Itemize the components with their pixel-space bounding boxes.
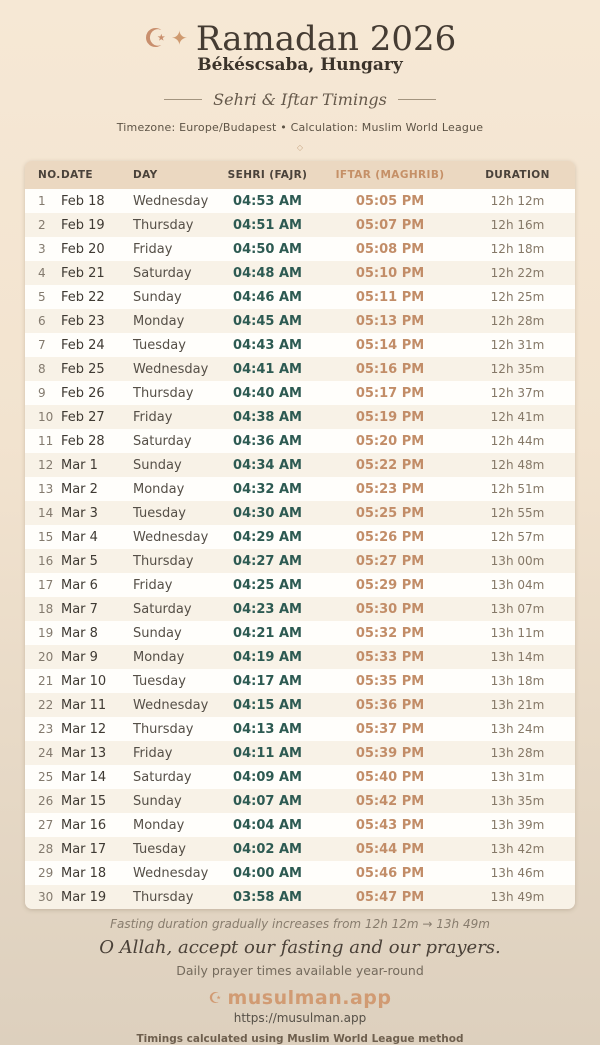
cell-sehri-time: 04:34 AM — [233, 457, 302, 473]
timings-card — [25, 161, 575, 909]
cell-row-number: 19 — [38, 626, 54, 641]
cell-duration: 13h 35m — [490, 794, 545, 809]
table-row — [25, 381, 575, 405]
cell-day: Monday — [133, 313, 185, 329]
col-header-date: DATE — [61, 161, 133, 189]
cell-date: Feb 20 — [61, 241, 105, 257]
cell-iftar-time: 05:33 PM — [355, 649, 425, 665]
table-row — [25, 573, 575, 597]
cell-date: Mar 19 — [61, 889, 107, 905]
cell-row-number: 9 — [38, 386, 46, 401]
subtitle: Sehri & Iftar Timings — [213, 90, 387, 110]
cell-date: Mar 17 — [61, 841, 107, 857]
cell-sehri-time: 04:11 AM — [233, 745, 302, 761]
cell-date: Mar 4 — [61, 529, 98, 545]
cell-day: Monday — [133, 481, 185, 497]
cell-duration: 12h 48m — [490, 458, 545, 473]
cell-sehri-time: 04:41 AM — [233, 361, 302, 377]
cell-iftar-time: 05:22 PM — [355, 457, 425, 473]
cell-day: Tuesday — [133, 673, 186, 689]
diamond-ornament-icon: ◇ — [296, 143, 304, 153]
cell-date: Mar 3 — [61, 505, 98, 521]
cell-row-number: 1 — [38, 194, 46, 209]
cell-day: Thursday — [133, 385, 194, 401]
table-row — [25, 453, 575, 477]
cell-date: Mar 16 — [61, 817, 107, 833]
brand-name: musulman.app — [227, 987, 392, 1010]
cell-sehri-time: 04:09 AM — [233, 769, 302, 785]
cell-duration: 13h 18m — [490, 674, 545, 689]
cell-duration: 12h 44m — [490, 434, 545, 449]
availability-note: Daily prayer times available year-round — [176, 963, 424, 979]
cell-date: Mar 18 — [61, 865, 107, 881]
table-row — [25, 549, 575, 573]
table-header — [25, 161, 575, 189]
cell-date: Mar 2 — [61, 481, 98, 497]
cell-iftar-time: 05:43 PM — [355, 817, 425, 833]
table-row — [25, 261, 575, 285]
cell-row-number: 16 — [38, 554, 54, 569]
cell-iftar-time: 05:11 PM — [355, 289, 425, 305]
cell-sehri-time: 04:38 AM — [233, 409, 302, 425]
cell-date: Mar 5 — [61, 553, 98, 569]
table-row — [25, 645, 575, 669]
cell-row-number: 15 — [38, 530, 54, 545]
col-header-iftar: IFTAR (MAGHRIB) — [320, 161, 460, 189]
brand-crescent-icon: ☪ — [208, 989, 223, 1008]
cell-date: Feb 21 — [61, 265, 105, 281]
table-row — [25, 189, 575, 213]
table-row — [25, 501, 575, 525]
cell-date: Mar 13 — [61, 745, 107, 761]
cell-row-number: 26 — [38, 794, 54, 809]
cell-iftar-time: 05:07 PM — [355, 217, 425, 233]
table-row — [25, 309, 575, 333]
cell-sehri-time: 04:48 AM — [233, 265, 302, 281]
table-row — [25, 837, 575, 861]
col-header-sehri: SEHRI (FAJR) — [215, 161, 320, 189]
cell-duration: 13h 00m — [490, 554, 545, 569]
cell-day: Monday — [133, 817, 185, 833]
cell-iftar-time: 05:05 PM — [355, 193, 425, 209]
cell-row-number: 7 — [38, 338, 46, 353]
cell-iftar-time: 05:23 PM — [355, 481, 425, 497]
cell-duration: 13h 21m — [490, 698, 545, 713]
cell-date: Feb 26 — [61, 385, 105, 401]
cell-row-number: 3 — [38, 242, 46, 257]
cell-sehri-time: 04:46 AM — [233, 289, 302, 305]
cell-iftar-time: 05:27 PM — [355, 553, 425, 569]
cell-row-number: 20 — [38, 650, 54, 665]
cell-duration: 12h 57m — [490, 530, 545, 545]
cell-sehri-time: 04:02 AM — [233, 841, 302, 857]
table-row — [25, 813, 575, 837]
table-row — [25, 429, 575, 453]
cell-day: Sunday — [133, 793, 182, 809]
table-body — [25, 189, 575, 909]
fasting-duration-note: Fasting duration gradually increases from 12h 12m → 13h 49m — [110, 917, 490, 932]
table-row — [25, 669, 575, 693]
page-title-row — [0, 21, 600, 58]
cell-sehri-time: 04:21 AM — [233, 625, 302, 641]
cell-duration: 13h 42m — [490, 842, 545, 857]
cell-row-number: 28 — [38, 842, 54, 857]
table-row — [25, 765, 575, 789]
table-row — [25, 405, 575, 429]
cell-duration: 13h 39m — [490, 818, 545, 833]
cell-sehri-time: 04:19 AM — [233, 649, 302, 665]
table-row — [25, 213, 575, 237]
cell-date: Mar 10 — [61, 673, 107, 689]
cell-iftar-time: 05:35 PM — [355, 673, 425, 689]
brand-row — [0, 987, 600, 1009]
cell-duration: 13h 24m — [490, 722, 545, 737]
cell-row-number: 21 — [38, 674, 54, 689]
table-row — [25, 357, 575, 381]
cell-iftar-time: 05:19 PM — [355, 409, 425, 425]
cell-date: Feb 23 — [61, 313, 105, 329]
cell-sehri-time: 04:15 AM — [233, 697, 302, 713]
cell-date: Feb 19 — [61, 217, 105, 233]
cell-row-number: 2 — [38, 218, 46, 233]
page-footer — [0, 917, 600, 1045]
cell-date: Mar 11 — [61, 697, 107, 713]
table-row — [25, 333, 575, 357]
cell-duration: 12h 12m — [490, 194, 545, 209]
cell-iftar-time: 05:47 PM — [355, 889, 425, 905]
cell-day: Thursday — [133, 889, 194, 905]
cell-row-number: 17 — [38, 578, 54, 593]
cell-duration: 12h 41m — [490, 410, 545, 425]
cell-date: Mar 9 — [61, 649, 98, 665]
cell-iftar-time: 05:13 PM — [355, 313, 425, 329]
cell-day: Saturday — [133, 433, 192, 449]
cell-date: Feb 28 — [61, 433, 105, 449]
cell-duration: 12h 28m — [490, 314, 545, 329]
cell-day: Monday — [133, 649, 185, 665]
cell-iftar-time: 05:36 PM — [355, 697, 425, 713]
cell-day: Thursday — [133, 721, 194, 737]
cell-sehri-time: 03:58 AM — [233, 889, 302, 905]
cell-duration: 13h 04m — [490, 578, 545, 593]
timezone-calculation-meta: Timezone: Europe/Budapest • Calculation: Muslim World League — [116, 121, 484, 135]
cell-day: Wednesday — [133, 529, 209, 545]
cell-duration: 13h 11m — [490, 626, 545, 641]
cell-sehri-time: 04:27 AM — [233, 553, 302, 569]
cell-sehri-time: 04:23 AM — [233, 601, 302, 617]
calculation-method-note: Timings calculated using Muslim World League method — [136, 1033, 464, 1045]
cell-sehri-time: 04:00 AM — [233, 865, 302, 881]
cell-sehri-time: 04:43 AM — [233, 337, 302, 353]
cell-day: Saturday — [133, 265, 192, 281]
cell-duration: 13h 46m — [490, 866, 545, 881]
dua-quote: O Allah, accept our fasting and our prayers. — [99, 937, 501, 959]
cell-row-number: 10 — [38, 410, 54, 425]
cell-day: Friday — [133, 577, 173, 593]
cell-date: Mar 6 — [61, 577, 98, 593]
table-row — [25, 789, 575, 813]
cell-day: Saturday — [133, 601, 192, 617]
cell-row-number: 30 — [38, 890, 54, 905]
cell-day: Wednesday — [133, 865, 209, 881]
col-header-duration: DURATION — [460, 161, 575, 189]
cell-iftar-time: 05:37 PM — [355, 721, 425, 737]
cell-duration: 12h 37m — [490, 386, 545, 401]
cell-duration: 12h 35m — [490, 362, 545, 377]
cell-row-number: 22 — [38, 698, 54, 713]
table-row — [25, 597, 575, 621]
cell-sehri-time: 04:29 AM — [233, 529, 302, 545]
cell-date: Mar 14 — [61, 769, 107, 785]
cell-date: Mar 1 — [61, 457, 98, 473]
table-row — [25, 237, 575, 261]
cell-row-number: 27 — [38, 818, 54, 833]
cell-date: Feb 22 — [61, 289, 105, 305]
cell-sehri-time: 04:13 AM — [233, 721, 302, 737]
cell-day: Tuesday — [133, 505, 186, 521]
cell-row-number: 4 — [38, 266, 46, 281]
cell-date: Feb 27 — [61, 409, 105, 425]
cell-sehri-time: 04:25 AM — [233, 577, 302, 593]
table-row — [25, 285, 575, 309]
table-row — [25, 717, 575, 741]
cell-duration: 13h 28m — [490, 746, 545, 761]
cell-iftar-time: 05:42 PM — [355, 793, 425, 809]
subtitle-divider — [0, 90, 600, 109]
table-row — [25, 885, 575, 909]
table-row — [25, 525, 575, 549]
table-row — [25, 693, 575, 717]
crescent-moon-icon: ☪ — [143, 24, 168, 54]
cell-date: Feb 24 — [61, 337, 105, 353]
cell-iftar-time: 05:39 PM — [355, 745, 425, 761]
cell-iftar-time: 05:26 PM — [355, 529, 425, 545]
cell-iftar-time: 05:17 PM — [355, 385, 425, 401]
cell-sehri-time: 04:53 AM — [233, 193, 302, 209]
cell-sehri-time: 04:30 AM — [233, 505, 302, 521]
cell-duration: 13h 07m — [490, 602, 545, 617]
cell-sehri-time: 04:50 AM — [233, 241, 302, 257]
cell-duration: 12h 22m — [490, 266, 545, 281]
cell-iftar-time: 05:25 PM — [355, 505, 425, 521]
cell-sehri-time: 04:36 AM — [233, 433, 302, 449]
cell-row-number: 11 — [38, 434, 54, 449]
cell-duration: 12h 18m — [490, 242, 545, 257]
cell-iftar-time: 05:44 PM — [355, 841, 425, 857]
cell-sehri-time: 04:40 AM — [233, 385, 302, 401]
page-title: Ramadan 2026 — [195, 19, 457, 59]
cell-day: Wednesday — [133, 193, 209, 209]
cell-sehri-time: 04:17 AM — [233, 673, 302, 689]
table-header-row — [25, 161, 575, 189]
divider-line-left — [164, 99, 202, 100]
cell-row-number: 12 — [38, 458, 54, 473]
cell-iftar-time: 05:16 PM — [355, 361, 425, 377]
table-row — [25, 861, 575, 885]
cell-date: Mar 7 — [61, 601, 98, 617]
cell-row-number: 18 — [38, 602, 54, 617]
cell-sehri-time: 04:04 AM — [233, 817, 302, 833]
cell-row-number: 8 — [38, 362, 46, 377]
sparkle-star-icon: ✦ — [171, 26, 188, 50]
page-header — [0, 0, 600, 152]
cell-iftar-time: 05:30 PM — [355, 601, 425, 617]
cell-row-number: 13 — [38, 482, 54, 497]
cell-day: Wednesday — [133, 697, 209, 713]
cell-iftar-time: 05:10 PM — [355, 265, 425, 281]
cell-day: Friday — [133, 745, 173, 761]
cell-duration: 12h 16m — [490, 218, 545, 233]
cell-row-number: 29 — [38, 866, 54, 881]
cell-row-number: 5 — [38, 290, 46, 305]
cell-row-number: 25 — [38, 770, 54, 785]
cell-sehri-time: 04:45 AM — [233, 313, 302, 329]
cell-iftar-time: 05:40 PM — [355, 769, 425, 785]
cell-sehri-time: 04:32 AM — [233, 481, 302, 497]
cell-iftar-time: 05:46 PM — [355, 865, 425, 881]
location-title: Békéscsaba, Hungary — [197, 55, 403, 76]
cell-day: Sunday — [133, 625, 182, 641]
cell-duration: 13h 49m — [490, 890, 545, 905]
cell-date: Feb 18 — [61, 193, 105, 209]
cell-row-number: 6 — [38, 314, 46, 329]
cell-iftar-time: 05:32 PM — [355, 625, 425, 641]
cell-row-number: 23 — [38, 722, 54, 737]
cell-iftar-time: 05:20 PM — [355, 433, 425, 449]
table-row — [25, 621, 575, 645]
cell-date: Feb 25 — [61, 361, 105, 377]
cell-day: Friday — [133, 409, 173, 425]
cell-duration: 12h 31m — [490, 338, 545, 353]
cell-sehri-time: 04:51 AM — [233, 217, 302, 233]
cell-duration: 12h 55m — [490, 506, 545, 521]
table-row — [25, 741, 575, 765]
col-header-no: NO. — [25, 161, 61, 189]
divider-line-right — [398, 99, 436, 100]
cell-date: Mar 12 — [61, 721, 107, 737]
cell-duration: 12h 51m — [490, 482, 545, 497]
cell-row-number: 24 — [38, 746, 54, 761]
cell-day: Saturday — [133, 769, 192, 785]
cell-row-number: 14 — [38, 506, 54, 521]
cell-day: Friday — [133, 241, 173, 257]
cell-day: Sunday — [133, 289, 182, 305]
col-header-day: DAY — [133, 161, 215, 189]
timings-table — [25, 161, 575, 909]
cell-day: Thursday — [133, 217, 194, 233]
cell-duration: 12h 25m — [490, 290, 545, 305]
table-row — [25, 477, 575, 501]
cell-iftar-time: 05:08 PM — [355, 241, 425, 257]
cell-sehri-time: 04:07 AM — [233, 793, 302, 809]
cell-date: Mar 15 — [61, 793, 107, 809]
cell-duration: 13h 31m — [490, 770, 545, 785]
cell-iftar-time: 05:14 PM — [355, 337, 425, 353]
cell-date: Mar 8 — [61, 625, 98, 641]
cell-duration: 13h 14m — [490, 650, 545, 665]
cell-day: Thursday — [133, 553, 194, 569]
brand-url: https://musulman.app — [233, 1011, 367, 1026]
cell-day: Sunday — [133, 457, 182, 473]
cell-day: Tuesday — [133, 841, 186, 857]
cell-day: Wednesday — [133, 361, 209, 377]
cell-day: Tuesday — [133, 337, 186, 353]
cell-iftar-time: 05:29 PM — [355, 577, 425, 593]
